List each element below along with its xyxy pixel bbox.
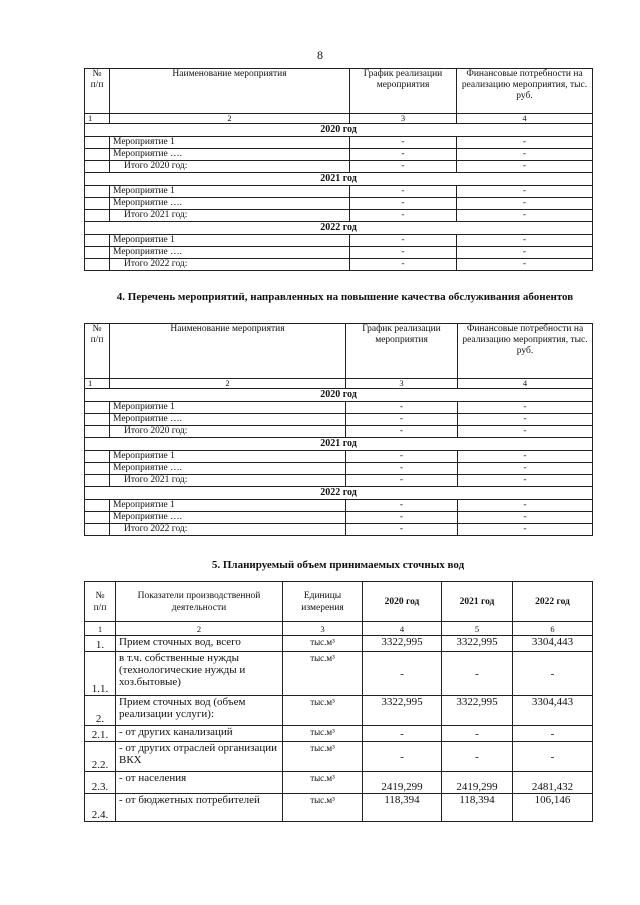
section-5-title: 5. Планируемый объем принимаемых сточных вод xyxy=(211,559,465,571)
num-cell xyxy=(85,524,110,536)
event-name: Итого 2021 год: xyxy=(110,210,350,222)
year-label: 2022 год xyxy=(85,487,593,500)
finance-value: - xyxy=(457,137,593,149)
schedule-value: - xyxy=(350,198,457,210)
col-header-num: № п/п xyxy=(85,324,110,379)
index-row xyxy=(85,622,593,636)
section-4-title: 4. Перечень мероприятий, направленных на повышение качества обслуживания абонентов xyxy=(116,291,574,303)
wastewater-volume-table-body xyxy=(85,582,593,822)
finance-value: - xyxy=(457,161,593,173)
table-row xyxy=(85,742,593,772)
col-header-2020: 2020 год xyxy=(363,582,442,622)
events-table-top-body xyxy=(85,69,593,271)
table-row xyxy=(85,524,593,536)
unit-value: тыс.м³ xyxy=(283,636,363,652)
schedule-value: - xyxy=(346,524,458,536)
table-row xyxy=(85,794,593,822)
index-cell: 3 xyxy=(346,379,458,389)
schedule-value: - xyxy=(346,414,458,426)
num-cell xyxy=(85,426,110,438)
table-row xyxy=(85,149,593,161)
table-row xyxy=(85,247,593,259)
year-label: 2021 год xyxy=(85,173,593,186)
col-header-schedule: График реализации мероприятия xyxy=(350,69,457,114)
schedule-value: - xyxy=(350,186,457,198)
table-row xyxy=(85,726,593,742)
table-row xyxy=(85,512,593,524)
row-number: 2. xyxy=(85,696,116,726)
service-quality-table-body xyxy=(85,324,593,536)
col-header-name: Наименование мероприятия xyxy=(110,324,346,379)
index-row xyxy=(85,114,593,124)
year-label: 2022 год xyxy=(85,222,593,235)
value-2021: - xyxy=(442,726,513,742)
schedule-value: - xyxy=(346,463,458,475)
value-2021: 3322,995 xyxy=(442,696,513,726)
table-row xyxy=(85,210,593,222)
value-2021: - xyxy=(442,742,513,772)
num-cell xyxy=(85,210,110,222)
index-cell: 2 xyxy=(110,379,346,389)
finance-value: - xyxy=(457,149,593,161)
header-row xyxy=(85,582,593,622)
event-name: Мероприятие 1 xyxy=(110,402,346,414)
event-name: Мероприятие …. xyxy=(110,414,346,426)
year-row xyxy=(85,173,593,186)
table-row xyxy=(85,426,593,438)
col-header-num: № п/п xyxy=(85,582,116,622)
finance-value: - xyxy=(458,500,593,512)
schedule-value: - xyxy=(346,426,458,438)
index-cell: 3 xyxy=(283,622,363,636)
value-2020: 2419,299 xyxy=(363,772,442,794)
table-row xyxy=(85,186,593,198)
indicator-name: - от бюджетных потребителей xyxy=(116,794,283,822)
event-name: Итого 2020 год: xyxy=(110,161,350,173)
schedule-value: - xyxy=(350,161,457,173)
index-row xyxy=(85,379,593,389)
indicator-name: - от других отраслей организации ВКХ xyxy=(116,742,283,772)
schedule-value: - xyxy=(346,402,458,414)
num-cell xyxy=(85,259,110,271)
indicator-name: Прием сточных вод (объем реализации услуги): xyxy=(116,696,283,726)
header-row xyxy=(85,324,593,379)
num-cell xyxy=(85,463,110,475)
event-name: Мероприятие 1 xyxy=(110,451,346,463)
schedule-value: - xyxy=(346,451,458,463)
value-2020: 118,394 xyxy=(363,794,442,822)
index-cell: 1 xyxy=(85,622,116,636)
index-cell: 1 xyxy=(85,379,110,389)
service-quality-table xyxy=(84,323,593,536)
table-row xyxy=(85,463,593,475)
index-cell: 6 xyxy=(513,622,593,636)
unit-value: тыс.м³ xyxy=(283,652,363,696)
year-label: 2021 год xyxy=(85,438,593,451)
table-row xyxy=(85,636,593,652)
table-row xyxy=(85,500,593,512)
finance-value: - xyxy=(457,259,593,271)
value-2022: 2481,432 xyxy=(513,772,593,794)
index-cell: 5 xyxy=(442,622,513,636)
value-2022: - xyxy=(513,652,593,696)
schedule-value: - xyxy=(350,247,457,259)
year-label: 2020 год xyxy=(85,389,593,402)
schedule-value: - xyxy=(346,512,458,524)
schedule-value: - xyxy=(350,259,457,271)
finance-value: - xyxy=(458,524,593,536)
finance-value: - xyxy=(457,235,593,247)
event-name: Мероприятие …. xyxy=(110,149,350,161)
schedule-value: - xyxy=(346,475,458,487)
events-table-top xyxy=(84,68,593,271)
num-cell xyxy=(85,247,110,259)
event-name: Мероприятие …. xyxy=(110,512,346,524)
row-number: 1. xyxy=(85,636,116,652)
finance-value: - xyxy=(457,198,593,210)
col-header-finance: Финансовые потребности на реализацию мероприятия, тыс. руб. xyxy=(458,324,593,379)
num-cell xyxy=(85,198,110,210)
col-header-schedule: График реализации мероприятия xyxy=(346,324,458,379)
finance-value: - xyxy=(458,414,593,426)
table-row xyxy=(85,451,593,463)
event-name: Мероприятие 1 xyxy=(110,235,350,247)
year-row xyxy=(85,389,593,402)
col-header-indicator: Показатели производственной деятельности xyxy=(116,582,283,622)
col-header-finance: Финансовые потребности на реализацию мероприятия, тыс. руб. xyxy=(457,69,593,114)
col-header-2021: 2021 год xyxy=(442,582,513,622)
table-row xyxy=(85,652,593,696)
unit-value: тыс.м³ xyxy=(283,772,363,794)
index-cell: 4 xyxy=(458,379,593,389)
value-2022: - xyxy=(513,742,593,772)
event-name: Мероприятие 1 xyxy=(110,137,350,149)
value-2020: - xyxy=(363,726,442,742)
num-cell xyxy=(85,451,110,463)
finance-value: - xyxy=(458,402,593,414)
col-header-num: № п/п xyxy=(85,69,110,114)
value-2022: 3304,443 xyxy=(513,636,593,652)
value-2021: 118,394 xyxy=(442,794,513,822)
indicator-name: в т.ч. собственные нужды (технологические нужды и хоз.бытовые) xyxy=(116,652,283,696)
year-row xyxy=(85,222,593,235)
table-row xyxy=(85,235,593,247)
event-name: Мероприятие 1 xyxy=(110,186,350,198)
num-cell xyxy=(85,475,110,487)
index-cell: 1 xyxy=(85,114,110,124)
value-2022: 3304,443 xyxy=(513,696,593,726)
schedule-value: - xyxy=(350,149,457,161)
value-2021: - xyxy=(442,652,513,696)
index-cell: 4 xyxy=(457,114,593,124)
num-cell xyxy=(85,512,110,524)
table-row xyxy=(85,161,593,173)
event-name: Мероприятие …. xyxy=(110,463,346,475)
indicator-name: Прием сточных вод, всего xyxy=(116,636,283,652)
indicator-name: - от других канализаций xyxy=(116,726,283,742)
value-2022: 106,146 xyxy=(513,794,593,822)
schedule-value: - xyxy=(350,235,457,247)
table-row xyxy=(85,475,593,487)
row-number: 2.2. xyxy=(85,742,116,772)
indicator-name: - от населения xyxy=(116,772,283,794)
event-name: Итого 2022 год: xyxy=(110,259,350,271)
num-cell xyxy=(85,149,110,161)
table-row xyxy=(85,137,593,149)
unit-value: тыс.м³ xyxy=(283,742,363,772)
col-header-name: Наименование мероприятия xyxy=(110,69,350,114)
value-2020: 3322,995 xyxy=(363,636,442,652)
table-row xyxy=(85,259,593,271)
value-2022: - xyxy=(513,726,593,742)
year-row xyxy=(85,124,593,137)
num-cell xyxy=(85,161,110,173)
index-cell: 3 xyxy=(350,114,457,124)
unit-value: тыс.м³ xyxy=(283,794,363,822)
table-row xyxy=(85,772,593,794)
table-row xyxy=(85,198,593,210)
num-cell xyxy=(85,137,110,149)
finance-value: - xyxy=(457,210,593,222)
num-cell xyxy=(85,186,110,198)
num-cell xyxy=(85,235,110,247)
value-2020: 3322,995 xyxy=(363,696,442,726)
num-cell xyxy=(85,402,110,414)
year-label: 2020 год xyxy=(85,124,593,137)
schedule-value: - xyxy=(346,500,458,512)
index-cell: 2 xyxy=(110,114,350,124)
wastewater-volume-table xyxy=(84,581,593,822)
num-cell xyxy=(85,500,110,512)
schedule-value: - xyxy=(350,210,457,222)
value-2020: - xyxy=(363,652,442,696)
finance-value: - xyxy=(458,451,593,463)
event-name: Итого 2021 год: xyxy=(110,475,346,487)
unit-value: тыс.м³ xyxy=(283,726,363,742)
unit-value: тыс.м³ xyxy=(283,696,363,726)
index-cell: 4 xyxy=(363,622,442,636)
finance-value: - xyxy=(458,512,593,524)
header-row xyxy=(85,69,593,114)
event-name: Мероприятие 1 xyxy=(110,500,346,512)
table-row xyxy=(85,402,593,414)
finance-value: - xyxy=(458,475,593,487)
page-number: 8 xyxy=(317,48,323,62)
row-number: 1.1. xyxy=(85,652,116,696)
event-name: Итого 2020 год: xyxy=(110,426,346,438)
finance-value: - xyxy=(458,463,593,475)
row-number: 2.1. xyxy=(85,726,116,742)
year-row xyxy=(85,438,593,451)
event-name: Мероприятие …. xyxy=(110,247,350,259)
event-name: Мероприятие …. xyxy=(110,198,350,210)
col-header-2022: 2022 год xyxy=(513,582,593,622)
finance-value: - xyxy=(457,186,593,198)
row-number: 2.3. xyxy=(85,772,116,794)
schedule-value: - xyxy=(350,137,457,149)
year-row xyxy=(85,487,593,500)
finance-value: - xyxy=(458,426,593,438)
col-header-unit: Единицы измерения xyxy=(283,582,363,622)
table-row xyxy=(85,696,593,726)
value-2021: 2419,299 xyxy=(442,772,513,794)
index-cell: 2 xyxy=(116,622,283,636)
num-cell xyxy=(85,414,110,426)
row-number: 2.4. xyxy=(85,794,116,822)
value-2020: - xyxy=(363,742,442,772)
table-row xyxy=(85,414,593,426)
event-name: Итого 2022 год: xyxy=(110,524,346,536)
finance-value: - xyxy=(457,247,593,259)
value-2021: 3322,995 xyxy=(442,636,513,652)
